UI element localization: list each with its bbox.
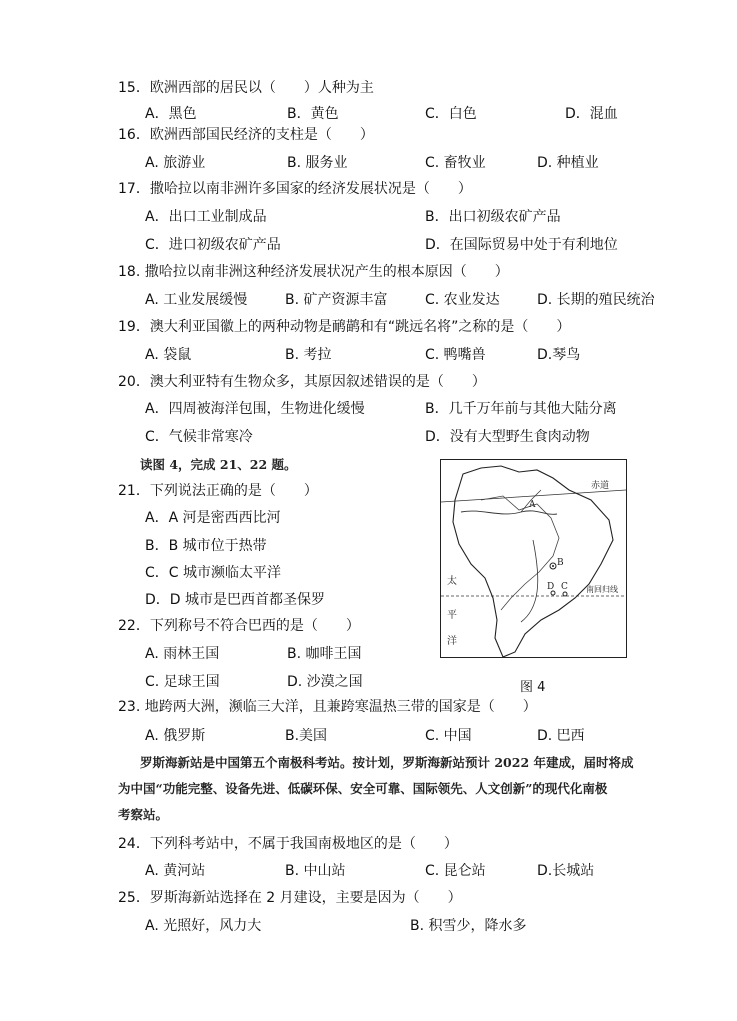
q19-option-b: B. 考拉 (285, 347, 332, 363)
point-d-label: D (547, 582, 555, 592)
q23-option-c: C. 中国 (425, 728, 472, 744)
q18-option-a: A. 工业发展缓慢 (145, 292, 248, 308)
question-24-stem: 24．下列科考站中，不属于我国南极地区的是（ ） (118, 836, 458, 852)
q20-option-d: D．没有大型野生食肉动物 (425, 429, 590, 445)
q22-option-d: D. 沙漠之国 (287, 674, 363, 690)
q19-option-c: C. 鸭嘴兽 (425, 347, 486, 363)
q21-option-c: C．C 城市濒临太平洋 (145, 565, 282, 581)
question-22-stem: 22．下列称号不符合巴西的是（ ） (118, 618, 360, 634)
q16-option-a: A. 旅游业 (145, 155, 206, 171)
q18-option-c: C. 农业发达 (425, 292, 500, 308)
q20-option-b: B．几千万年前与其他大陆分离 (425, 401, 617, 417)
passage-line-3: 考察站。 (118, 807, 169, 822)
point-c-marker (563, 592, 567, 596)
q16-option-b: B. 服务业 (287, 155, 348, 171)
continent-outline (453, 466, 613, 657)
q21-option-d: D．D 城市是巴西首都圣保罗 (145, 592, 326, 608)
q17-option-d: D．在国际贸易中处于有利地位 (425, 237, 618, 253)
south-america-map (440, 459, 627, 658)
question-19-stem: 19．澳大利亚国徽上的两种动物是鸸鹋和有“跳远名将”之称的是（ ） (118, 319, 571, 335)
q22-option-c: C. 足球王国 (145, 674, 220, 690)
q24-option-c: C. 昆仑站 (425, 863, 486, 879)
passage-line-2: 为中国“功能完整、设备先进、低碳环保、安全可靠、国际领先、人文创新”的现代化南极 (118, 781, 608, 796)
amazon-river (461, 511, 557, 514)
q23-option-a: A. 俄罗斯 (145, 728, 206, 744)
point-b-center (552, 565, 554, 567)
parana-river (521, 540, 538, 622)
q17-option-c: C．进口初级农矿产品 (145, 237, 281, 253)
q21-option-b: B．B 城市位于热带 (145, 538, 267, 554)
q25-option-a: A. 光照好，风力大 (145, 918, 262, 934)
passage-line-1: 罗斯海新站是中国第五个南极科考站。按计划，罗斯海新站预计 2022 年建成，届时将成 (140, 755, 634, 770)
question-25-stem: 25．罗斯海新站选择在 2 月建设，主要是因为（ ） (118, 890, 462, 906)
question-16-stem: 16．欧洲西部国民经济的支柱是（ ） (118, 127, 374, 143)
q20-option-c: C．气候非常寒冷 (145, 429, 253, 445)
question-18-stem: 18. 撒哈拉以南非洲这种经济发展状况产生的根本原因（ ） (118, 264, 509, 280)
q22-option-b: B. 咖啡王国 (287, 646, 362, 662)
question-17-stem: 17．撒哈拉以南非洲许多国家的经济发展状况是（ ） (118, 181, 472, 197)
point-c-label: C (561, 582, 568, 592)
q18-option-b: B. 矿产资源丰富 (285, 292, 388, 308)
question-23-stem: 23. 地跨两大洲，濒临三大洋，且兼跨寒温热三带的国家是（ ） (118, 699, 537, 715)
q15-option-d: D．混血 (565, 106, 618, 122)
q19-option-d: D.琴鸟 (537, 347, 581, 363)
equator-label: 赤道 (591, 481, 610, 491)
q17-option-a: A．出口工业制成品 (145, 209, 267, 225)
ocean-label-3: 洋 (447, 636, 457, 647)
q24-option-d: D.长城站 (537, 863, 595, 879)
question-15-stem: 15．欧洲西部的居民以（ ）人种为主 (118, 80, 374, 96)
question-21-stem: 21．下列说法正确的是（ ） (118, 483, 318, 499)
q24-option-a: A. 黄河站 (145, 863, 206, 879)
q15-option-c: C．白色 (425, 106, 477, 122)
point-b-label: B (557, 558, 564, 568)
intro-21-22: 读图 4，完成 21、22 题。 (140, 457, 297, 472)
figure-caption: 图 4 (520, 680, 546, 695)
q15-option-a: A．黑色 (145, 106, 197, 122)
ocean-label-1: 太 (447, 576, 457, 587)
tropic-label: 南回归线 (586, 585, 618, 594)
q16-option-c: C. 畜牧业 (425, 155, 486, 171)
q21-option-a: A．A 河是密西西比河 (145, 510, 281, 526)
q22-option-a: A. 雨林王国 (145, 646, 220, 662)
question-20-stem: 20．澳大利亚特有生物众多，其原因叙述错误的是（ ） (118, 374, 486, 390)
ocean-label-2: 平 (447, 610, 457, 621)
q15-option-b: B．黄色 (287, 106, 339, 122)
q16-option-d: D. 种植业 (537, 155, 599, 171)
q23-option-d: D. 巴西 (537, 728, 585, 744)
q24-option-b: B. 中山站 (285, 863, 346, 879)
q17-option-b: B．出口初级农矿产品 (425, 209, 561, 225)
q23-option-b: B.美国 (285, 728, 328, 744)
point-a-label: A (529, 500, 536, 510)
q20-option-a: A．四周被海洋包围，生物进化缓慢 (145, 401, 365, 417)
q19-option-a: A. 袋鼠 (145, 347, 192, 363)
q18-option-d: D. 长期的殖民统治 (537, 292, 655, 308)
q25-option-b: B. 积雪少，降水多 (410, 918, 527, 934)
